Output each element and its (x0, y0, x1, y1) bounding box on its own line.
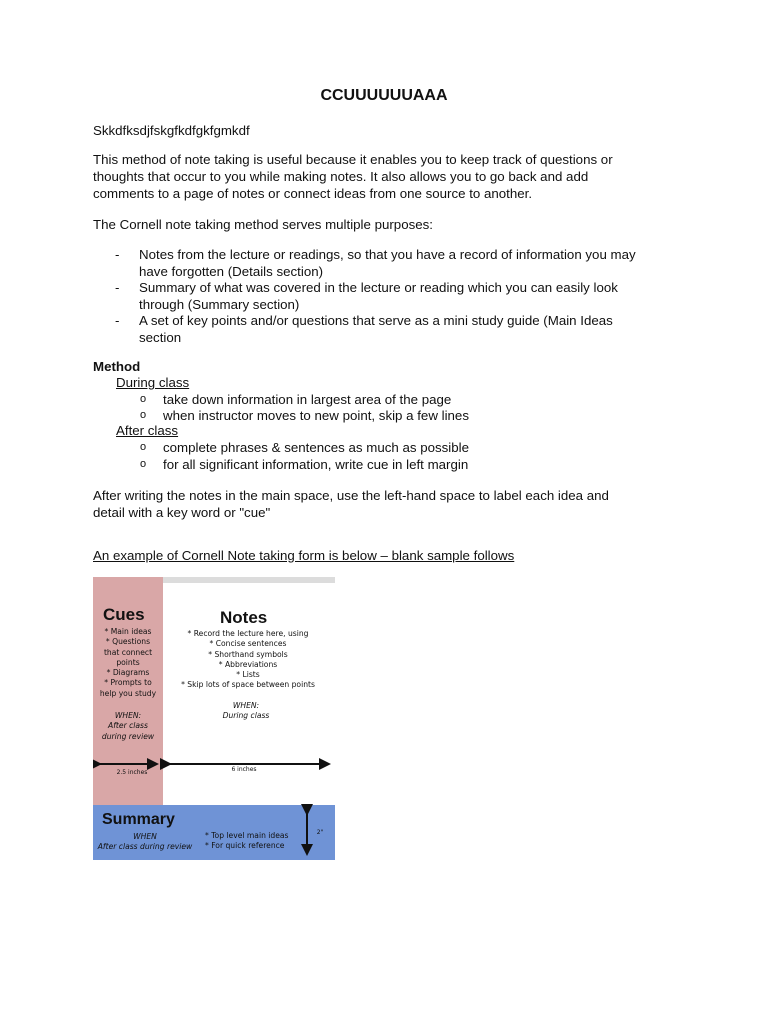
cues-when-line: WHEN: (114, 711, 142, 720)
notes-item: * Concise sentences (209, 639, 287, 649)
purpose-text-line: section (139, 330, 182, 345)
method-heading: Method (93, 359, 141, 374)
cues-item: points (116, 657, 140, 667)
after-class-heading: After class (116, 423, 179, 438)
notes-item: * Lists (236, 670, 260, 680)
summary-title: Summary (102, 811, 175, 828)
notes-item: * Shorthand symbols (208, 649, 288, 659)
dash-marker: - (115, 280, 120, 295)
cues-title: Cues (103, 605, 145, 624)
intro-line-3: comments to a page of notes or connect ideas from one source to another. (93, 186, 533, 201)
during-item-text: when instructor moves to new point, skip a few lines (163, 408, 469, 423)
document-title: CCUUUUUUAAA (320, 87, 448, 104)
after-writing-line-1: After writing the notes in the main space, use the left-hand space to label each idea and (93, 488, 609, 503)
summary-items (205, 831, 295, 852)
purposes-intro: The Cornell note taking method serves multiple purposes: (93, 217, 433, 232)
cornell-form-image (93, 577, 335, 860)
during-class-heading: During class (116, 375, 190, 390)
subtitle-text: Skkdfksdjfskgfkdfgkfgmkdf (93, 123, 250, 138)
purpose-text-line: Summary of what was covered in the lecture or reading which you can easily look (139, 280, 618, 295)
cues-item: that connect (103, 647, 153, 657)
after-writing-line-2: detail with a key word or "cue" (93, 505, 271, 520)
notes-when-line: WHEN: (232, 701, 260, 710)
cues-item: * Main ideas (104, 627, 152, 636)
after-item-text: for all significant information, write cue in left margin (163, 457, 469, 472)
cues-item: * Prompts to (104, 678, 152, 688)
notes-title: Notes (220, 608, 268, 627)
notes-item: * Abbreviations (218, 659, 278, 669)
cues-item: help you study (99, 688, 157, 698)
cues-item: * Diagrams (106, 668, 150, 678)
summary-height-label: 2" (316, 829, 324, 836)
dash-marker: - (115, 313, 120, 328)
bullet-marker: o (140, 441, 147, 453)
purpose-text-line: have forgotten (Details section) (139, 264, 324, 279)
intro-line-2: thoughts that occur to you while making notes. It also allows you to go back and add (93, 169, 589, 184)
purpose-text-line: Notes from the lecture or readings, so that you have a record of information you may (139, 247, 636, 262)
notes-item: * Record the lecture here, using (187, 629, 309, 638)
bullet-marker: o (140, 409, 147, 421)
intro-line-1: This method of note taking is useful because it enables you to keep track of questions or (93, 152, 613, 167)
dash-marker: - (115, 247, 120, 262)
summary-when-line: After class during review (97, 842, 193, 852)
notes-item: * Skip lots of space between points (181, 680, 315, 690)
cues-when-line: during review (101, 731, 155, 741)
after-item-text: complete phrases & sentences as much as possible (163, 440, 469, 455)
cues-when-line: After class (108, 721, 148, 731)
bullet-marker: o (140, 458, 147, 470)
notes-when-line: During class (222, 711, 270, 721)
summary-item: * For quick reference (205, 841, 285, 851)
example-caption: An example of Cornell Note taking form is below – blank sample follows (93, 548, 515, 563)
purpose-text-line: A set of key points and/or questions that serve as a mini study guide (Main Ideas (139, 313, 613, 328)
during-item-text: take down information in largest area of the page (163, 392, 452, 407)
summary-item: * Top level main ideas (205, 831, 289, 840)
purpose-text-line: through (Summary section) (139, 297, 300, 312)
summary-when (93, 832, 197, 853)
cues-item: * Questions (105, 637, 151, 647)
notes-width-label: 6 inches (231, 766, 257, 773)
summary-when-line: WHEN (133, 832, 157, 841)
bullet-marker: o (140, 393, 147, 405)
cues-width-label: 2.5 inches (116, 769, 148, 776)
